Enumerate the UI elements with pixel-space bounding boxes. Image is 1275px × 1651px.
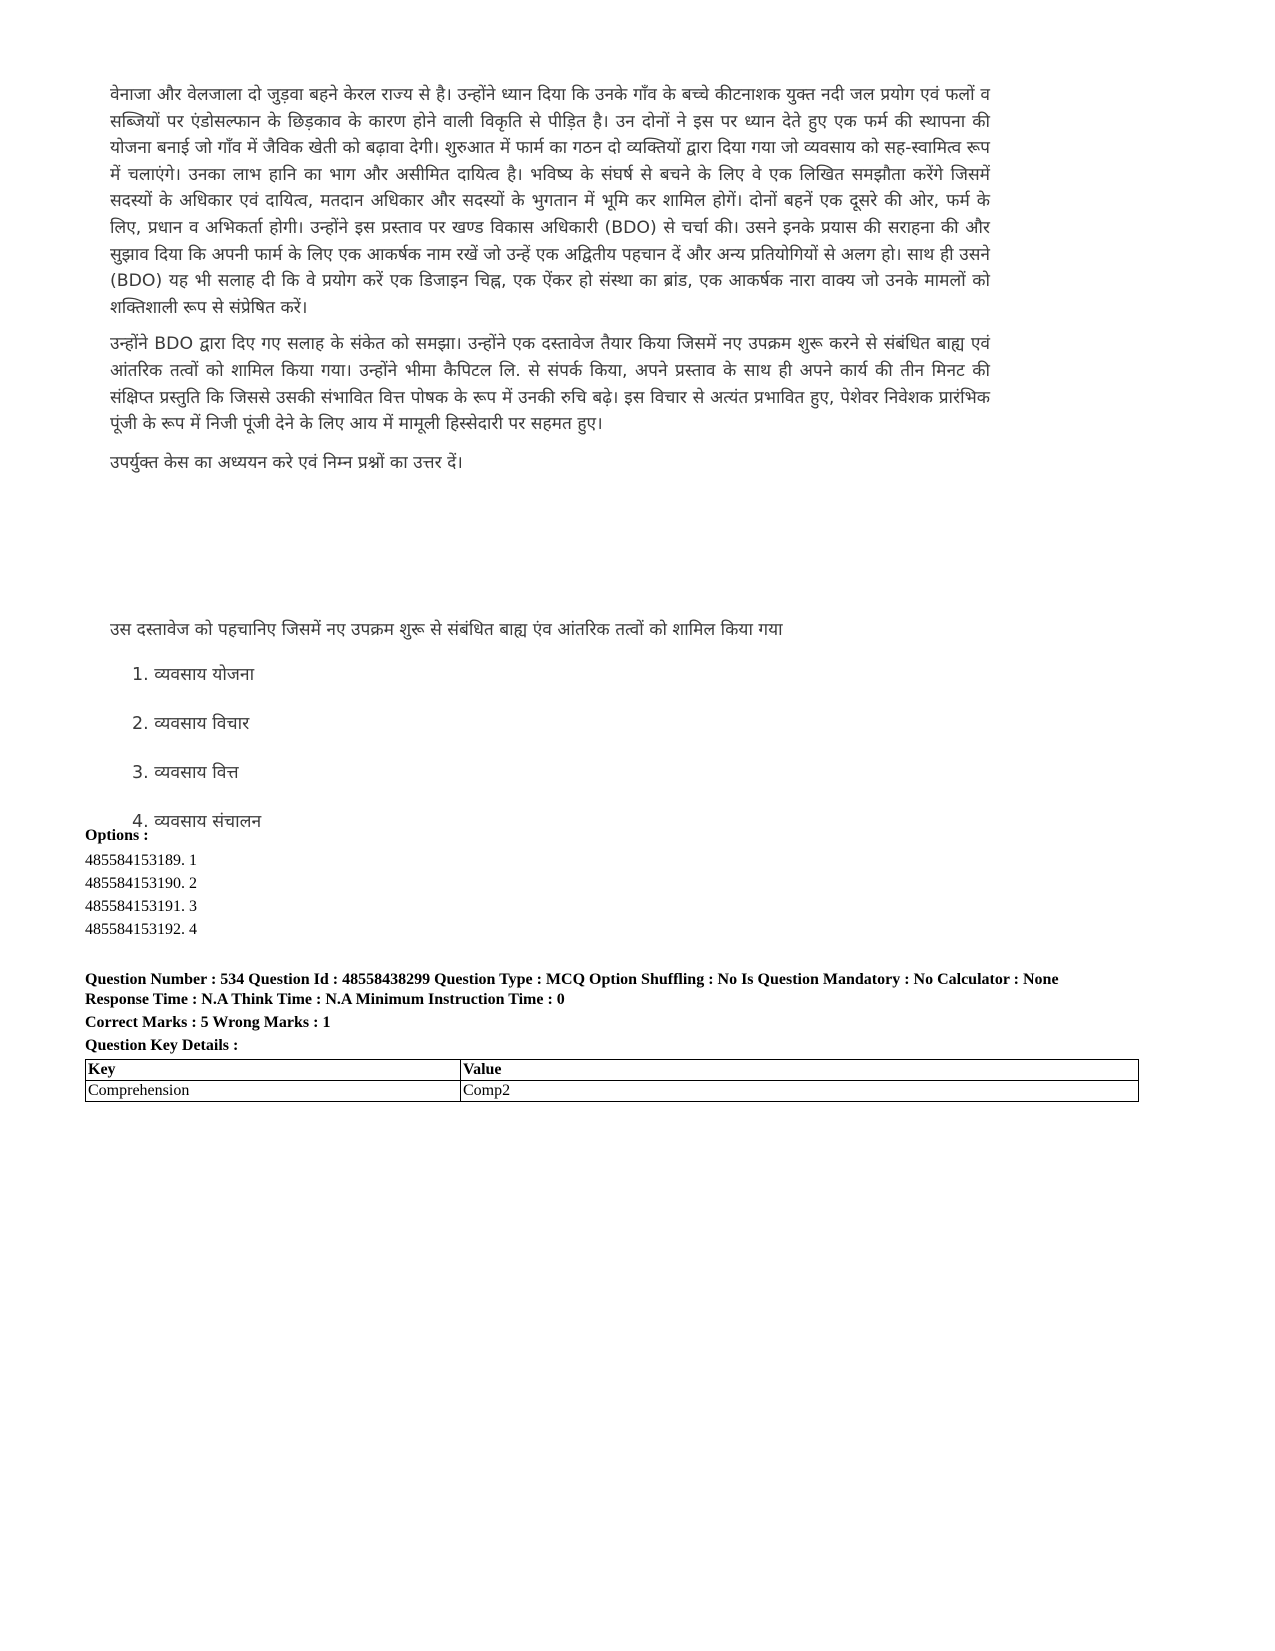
marks-line: Correct Marks : 5 Wrong Marks : 1 bbox=[85, 1014, 331, 1031]
option-item: 485584153189. 1 bbox=[85, 852, 197, 869]
table-header-row bbox=[86, 1060, 1139, 1081]
option-item: 485584153191. 3 bbox=[85, 898, 197, 915]
table-cell-key: Comprehension bbox=[86, 1081, 461, 1102]
question-image bbox=[110, 82, 990, 832]
choice-item: 2. व्यवसाय विचार bbox=[132, 714, 250, 734]
option-item: 485584153192. 4 bbox=[85, 921, 197, 938]
choice-item: 4. व्यवसाय संचालन bbox=[132, 812, 262, 832]
options-label: Options : bbox=[85, 827, 149, 844]
passage-instruction: उपर्युक्त केस का अध्ययन करे एवं निम्न प्रश्नों का उत्तर दें। bbox=[110, 452, 463, 473]
table-cell-value: Comp2 bbox=[461, 1081, 1139, 1102]
choice-item: 3. व्यवसाय वित्त bbox=[132, 763, 239, 783]
question-info bbox=[85, 970, 1205, 1056]
passage-paragraph-2: उन्होंने BDO द्वारा दिए गए सलाह के संकेत को समझा। उन्होंने एक दस्तावेज तैयार किया जिसमें नए उपक्रम शुरू करने से संबंधित बाह्य एवं आंतरिक तत्वों को शामिल किया गया। उन्होंने भीमा कैपिटल लि. से संपर्क किया, अपने प्रस्ताव के साथ ही अपने कार्य की तीन मिनट की संक्षिप्त प्रस्तुति कि जिससे उसकी संभावित वित्त पोषक के रूप में उनकी रुचि बढ़े। इस विचार से अत्यंत प्रभावित हुए, पेशेवर निवेशक प्रारंभिक पूंजी के रूप में निजी पूंजी देने के लिए आय में मामूली हिस्सेदारी पर सहमत हुए। bbox=[110, 334, 990, 435]
passage-paragraph-1: वेनाजा और वेलजाला दो जुड़वा बहने केरल राज्य से है। उन्होंने ध्यान दिया कि उनके गाँव के बच्चे कीटनाशक युक्त नदी जल प्रयोग एवं फलों व सब्जियों पर एंडोसल्फान के छिड़काव के कारण होने वाली विकृति से पीड़ित है। उन दोनों ने इस पर ध्यान देते हुए एक फर्म की स्थापना की योजना बनाई जो गाँव में जैविक खेती को बढ़ावा देगी। शुरुआत में फार्म का गठन दो व्यक्तियों द्वारा दिया गया जो व्यवसाय को सह-स्वामित्व रूप में चलाएंगे। उनका लाभ हानि का भाग और असीमित दायित्व है। भविष्य के संघर्ष से बचने के लिए वे एक लिखित समझौता करेंगे जिसमें सदस्यों के अधिकार एवं दायित्व, मतदान अधिकार और सदस्यों के भुगतान में भूमि कर शामिल होगें। दोनों बहनें एक दूसरे की ओर, फर्म के लिए, प्रधान व अभिकर्ता होगी। उन्होंने इस प्रस्ताव पर खण्ड विकास अधिकारी (BDO) से चर्चा की। उसने इनके प्रयास की सराहना की और सुझाव दिया कि अपनी फार्म के लिए एक आकर्षक नाम रखें जो उन्हें एक अद्वितीय पहचान दें और अन्य प्रतियोगियों से अलग हो। साथ ही उसने (BDO) यह भी सलाह दी कि वे प्रयोग करें एक डिजाइन चिह्न, एक ऐंकर हो संस्था का ब्रांड, एक आकर्षक नारा वाक्य जो उनके मामलों को शक्तिशाली रूप से संप्रेषित करें। bbox=[110, 85, 990, 318]
key-details-label: Question Key Details : bbox=[85, 1037, 239, 1054]
options-block bbox=[85, 826, 197, 941]
table-header-value: Value bbox=[461, 1060, 1139, 1081]
question-info-line-1: Question Number : 534 Question Id : 48558438299 Question Type : MCQ Option Shuffling : No Is Question Mandatory : No Calculator : None bbox=[85, 971, 1059, 988]
question-text: उस दस्तावेज को पहचानिए जिसमें नए उपक्रम शुरू से संबंधित बाह्य एंव आंतरिक तत्वों को शामिल किया गया bbox=[110, 620, 783, 640]
choice-item: 1. व्यवसाय योजना bbox=[132, 665, 255, 685]
key-details-table bbox=[85, 1059, 1139, 1102]
question-info-line-2: Response Time : N.A Think Time : N.A Minimum Instruction Time : 0 bbox=[85, 991, 565, 1008]
table-row bbox=[86, 1081, 1139, 1102]
table-header-key: Key bbox=[86, 1060, 461, 1081]
option-item: 485584153190. 2 bbox=[85, 875, 197, 892]
